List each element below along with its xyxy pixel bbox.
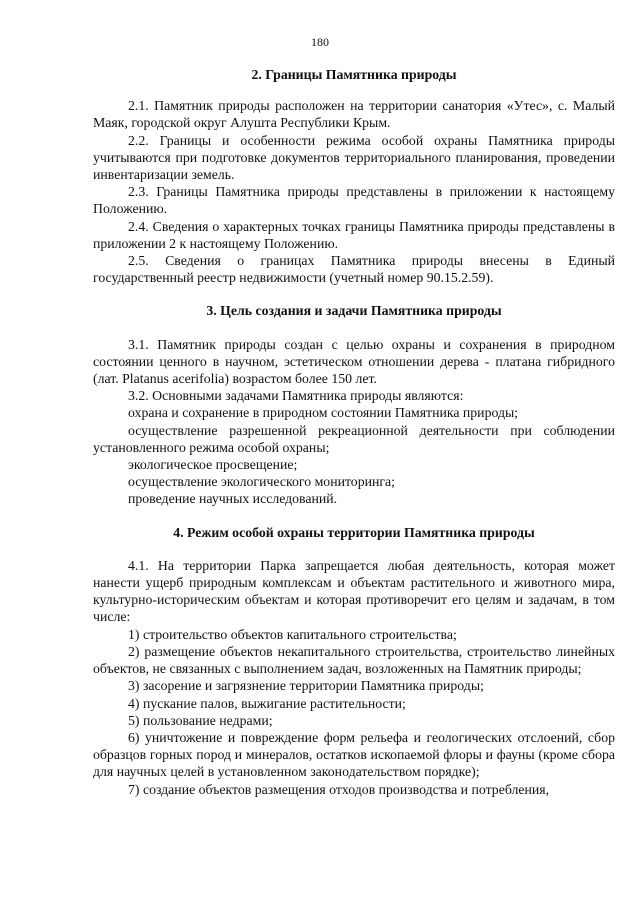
section-heading-4: 4. Режим особой охраны территории Памятника природы xyxy=(173,524,535,540)
paragraph-4-1: 4.1. На территории Парка запрещается любая деятельность, которая может нанести ущерб природным комплексам и объектам растительного и животного мира, культурно-историческим объектам и которая противоречит его целям и задачам, в том числе: xyxy=(93,557,615,625)
paragraph-4-item-7: 7) создание объектов размещения отходов производства и потребления, xyxy=(128,781,550,797)
paragraph-2-4: 2.4. Сведения о характерных точках границы Памятника природы представлены в приложении 2 к настоящему Положению. xyxy=(93,218,615,251)
paragraph-2-1: 2.1. Памятник природы расположен на территории санатория «Утес», с. Малый Маяк, городской округ Алушта Республики Крым. xyxy=(93,98,615,131)
paragraph-4-item-3: 3) засорение и загрязнение территории Памятника природы; xyxy=(128,678,484,694)
section-heading-3: 3. Цель создания и задачи Памятника природы xyxy=(206,303,502,319)
paragraph-4-item-1: 1) строительство объектов капитального строительства; xyxy=(128,626,457,642)
paragraph-4-item-5: 5) пользование недрами; xyxy=(128,712,273,728)
document-body xyxy=(93,66,615,798)
list-item: осуществление экологического мониторинга; xyxy=(128,474,395,490)
paragraph-3-1: 3.1. Памятник природы создан с целью охраны и сохранения в природном состоянии ценного в научном, эстетическом отношении дерева - платана гибридного (лат. Platanus acerifolia) возрастом более 150 лет. xyxy=(93,336,615,387)
page-number: 180 xyxy=(311,35,329,49)
list-item: экологическое просвещение; xyxy=(128,457,298,473)
section-heading-2: 2. Границы Памятника природы xyxy=(251,67,457,82)
paragraph-3-task-1: охрана и сохранение в природном состоянии Памятника природы; xyxy=(128,405,519,421)
paragraph-4-item-2: 2) размещение объектов некапитального строительства, строительство линейных объектов, не связанных с выполнением задач, возложенных на Памятник природы; xyxy=(93,643,615,677)
paragraph-2-3: 2.3. Границы Памятника природы представлены в приложении к настоящему Положению. xyxy=(93,184,615,217)
paragraph-2-5: 2.5. Сведения о границах Памятника природы внесены в Единый государственный реестр недвижимости (учетный номер 90.15.2.59). xyxy=(93,253,615,286)
paragraph-4-item-6: 6) уничтожение и повреждение форм рельефа и геологических отслоений, сбор образцов горных пород и минералов, остатков ископаемой флоры и фауны (кроме сбора для научных целей в установленном законодательством порядке); xyxy=(93,729,615,780)
paragraph-2-2: 2.2. Границы и особенности режима особой охраны Памятника природы учитываются при подготовке документов территориального планирования, проведении инвентаризации земель. xyxy=(93,132,615,183)
paragraph-3-task-2: осуществление разрешенной рекреационной деятельности при соблюдении установленного режима особой охраны; xyxy=(93,422,615,455)
paragraph-4-item-4: 4) пускание палов, выжигание растительности; xyxy=(128,695,406,711)
list-item: проведение научных исследований. xyxy=(128,491,338,507)
paragraph-3-2: 3.2. Основными задачами Памятника природы являются: xyxy=(128,388,464,404)
